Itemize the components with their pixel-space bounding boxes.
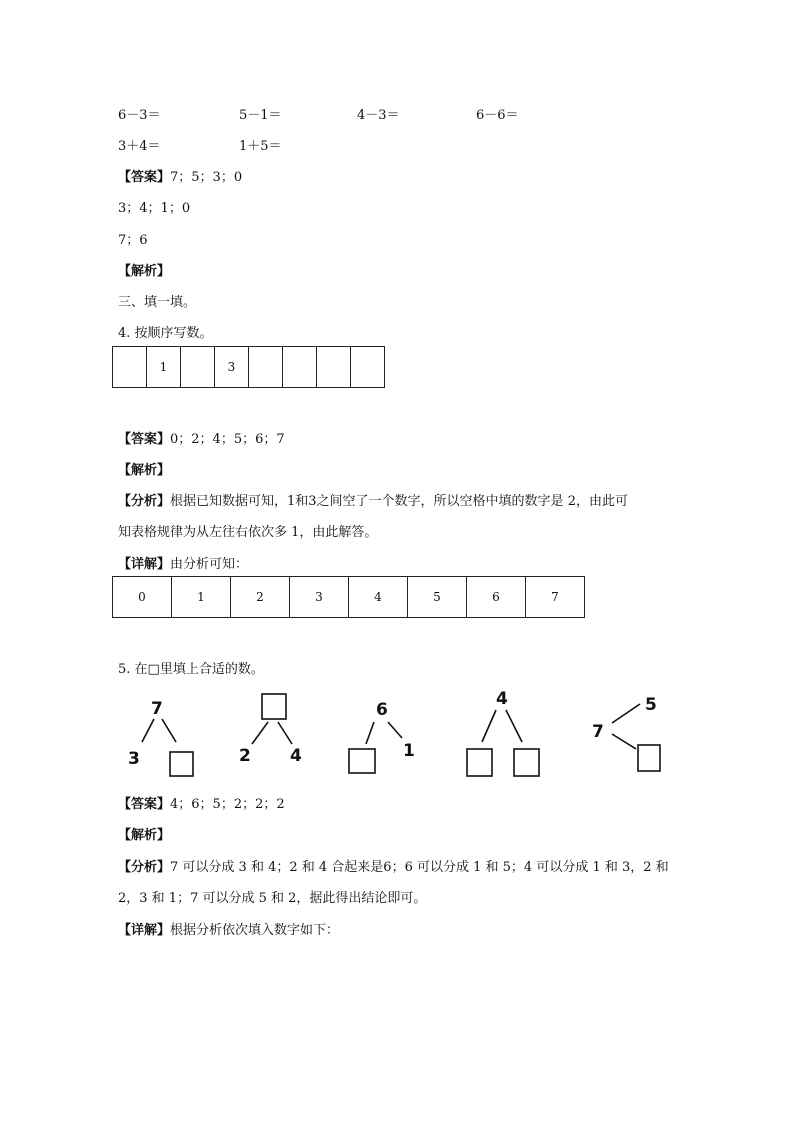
q3-answer-line-2: 3；4；1；0 — [118, 201, 191, 216]
bond-number: 5 — [645, 695, 657, 715]
q5-fenxi-line-2: 2，3 和 1；7 可以分成 5 和 2，据此得出结论即可。 — [118, 891, 427, 906]
table-cell — [181, 347, 215, 388]
table-cell: 6 — [467, 577, 526, 618]
bond-number: 1 — [403, 741, 415, 761]
table-cell: 3 — [290, 577, 349, 618]
q4-question: 4. 按顺序写数。 — [118, 326, 213, 341]
fenxi-text: 根据已知数据可知，1和3之间空了一个数字，所以空格中填的数字是 2，由此可 — [170, 494, 628, 509]
q5-detail-line — [118, 919, 339, 938]
table-cell — [113, 347, 147, 388]
q5-question: 5. 在□里填上合适的数。 — [118, 662, 264, 677]
fenxi-text: 7 可以分成 3 和 4；2 和 4 合起来是6；6 可以分成 1 和 5；4 可以分成 1 和 3，2 和 — [170, 860, 669, 875]
equation-6: 1＋5＝ — [239, 139, 282, 154]
table-cell: 2 — [231, 577, 290, 618]
equation-4: 6－6＝ — [476, 108, 519, 123]
equation-2: 5－1＝ — [239, 108, 282, 123]
q3-analysis-tag: 【解析】 — [118, 264, 171, 279]
q3-answer-line — [118, 166, 242, 185]
number-bond-diagrams — [120, 686, 680, 786]
bond-number: 3 — [128, 749, 140, 769]
detail-text: 由分析可知： — [170, 557, 249, 572]
bond-number: 4 — [290, 746, 302, 766]
table-cell — [317, 347, 351, 388]
q5-answer-line — [118, 793, 285, 812]
table-cell — [249, 347, 283, 388]
table-cell: 5 — [408, 577, 467, 618]
answer-tag: 【答案】 — [118, 432, 171, 447]
q4-detail-line — [118, 553, 248, 572]
detail-tag: 【详解】 — [118, 923, 171, 938]
table-cell: 4 — [349, 577, 408, 618]
table-cell: 0 — [113, 577, 172, 618]
table-cell: 3 — [215, 347, 249, 388]
answer-text: 7；5；3；0 — [170, 170, 243, 185]
sequence-table — [112, 346, 385, 388]
fenxi-tag: 【分析】 — [118, 494, 171, 509]
fenxi-tag: 【分析】 — [118, 860, 171, 875]
answer-text: 4；6；5；2；2；2 — [170, 797, 285, 812]
bond-number: 7 — [592, 722, 604, 742]
bond-number: 2 — [239, 746, 251, 766]
section-title: 三、填一填。 — [118, 295, 197, 310]
table-cell: 1 — [172, 577, 231, 618]
answer-tag: 【答案】 — [118, 797, 171, 812]
table-cell: 1 — [147, 347, 181, 388]
table-cell — [351, 347, 385, 388]
q5-analysis-tag: 【解析】 — [118, 828, 171, 843]
bond-number: 7 — [151, 699, 163, 719]
table-cell: 7 — [526, 577, 585, 618]
q5-fenxi-line — [118, 856, 669, 875]
bond-number: 4 — [496, 689, 508, 709]
q4-analysis-tag: 【解析】 — [118, 463, 171, 478]
q3-answer-line-3: 7；6 — [118, 233, 148, 248]
table-cell — [283, 347, 317, 388]
bond-number: 6 — [376, 700, 388, 720]
equation-1: 6－3＝ — [118, 108, 161, 123]
q4-fenxi-line — [118, 490, 628, 509]
answer-text: 0；2；4；5；6；7 — [170, 432, 285, 447]
detail-tag: 【详解】 — [118, 557, 171, 572]
result-table — [112, 576, 585, 618]
q4-answer-line — [118, 428, 285, 447]
equation-5: 3＋4＝ — [118, 139, 161, 154]
q4-fenxi-line-2: 知表格规律为从左往右依次多 1，由此解答。 — [118, 525, 378, 540]
detail-text: 根据分析依次填入数字如下： — [170, 923, 340, 938]
answer-tag: 【答案】 — [118, 170, 171, 185]
equation-3: 4－3＝ — [357, 108, 400, 123]
